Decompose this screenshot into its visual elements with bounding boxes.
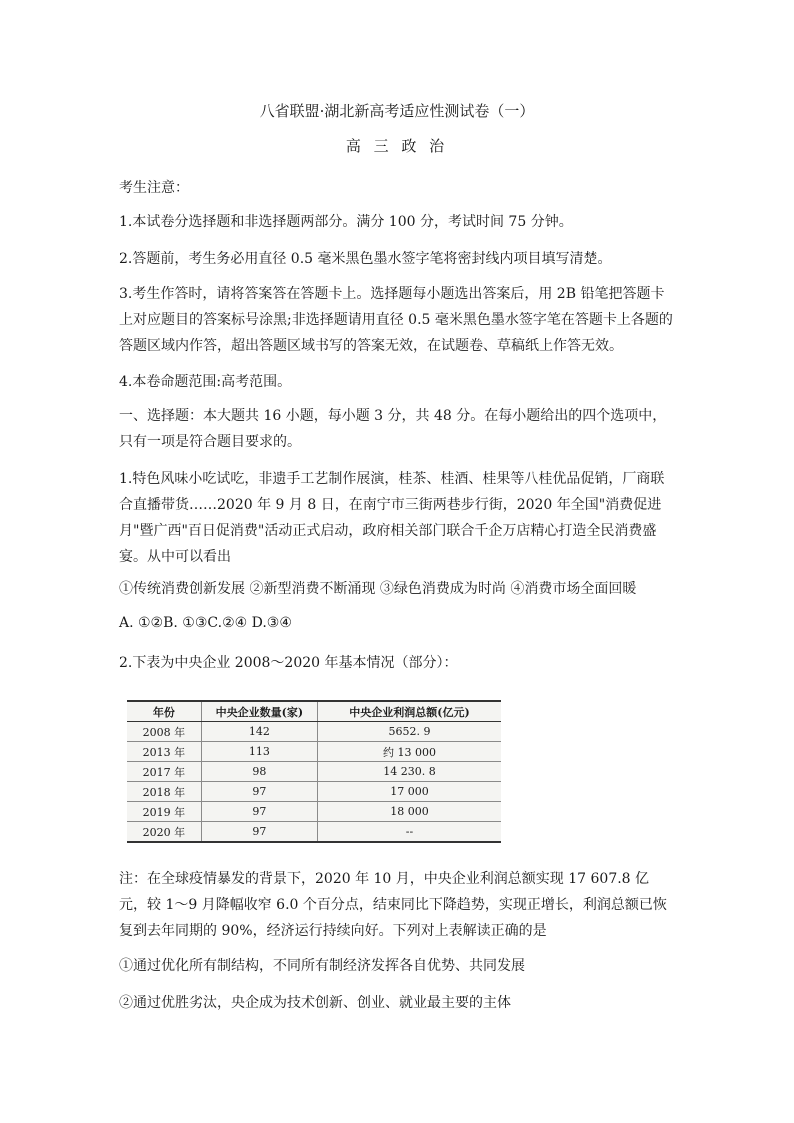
notice-item-3: 3.考生作答时，请将答案答在答题卡上。选择题每小题选出答案后，用 2B 铅笔把答题卡上对应题目的答案标号涂黑;非选择题请用直径 0.5 毫米黑色墨水签字笔在答题卡上各题的答题区域内作答，超出答题区域书写的答案无效，在试题卷、草稿纸上作答无效。: [119, 286, 673, 354]
table-row: [127, 802, 501, 822]
table-row: [127, 762, 501, 782]
question-1-statements: ①传统消费创新发展 ②新型消费不断涌现 ③绿色消费成为时尚 ④消费市场全面回暖: [119, 581, 637, 597]
table-cell: 18 000: [318, 802, 501, 822]
table-cell: 约 13 000: [318, 742, 501, 762]
notice-item-1: 1.本试卷分选择题和非选择题两部分。满分 100 分，考试时间 75 分钟。: [119, 214, 573, 230]
table-cell: 97: [201, 822, 317, 843]
table-row: [127, 782, 501, 802]
column-header-count: 中央企业数量(家): [201, 701, 317, 722]
table-cell: 142: [201, 722, 317, 742]
question-2-note: 注：在全球疫情暴发的背景下，2020 年 10 月，中央企业利润总额实现 17 607.8 亿元，较 1～9 月降幅收窄 6.0 个百分点，结束同比下降趋势，实现正增长，利润总额已恢复到去年同期的 90%，经济运行持续向好。下列对上表解读正确的是: [119, 871, 667, 939]
table-cell: 113: [201, 742, 317, 762]
question-1-options: A. ①②B. ①③C.②④ D.③④: [119, 615, 292, 631]
table-cell: 5652. 9: [318, 722, 501, 742]
column-header-year: 年份: [127, 701, 201, 722]
table-cell: 17 000: [318, 782, 501, 802]
table-row: [127, 742, 501, 762]
exam-title: 八省联盟·湖北新高考适应性测试卷（一）: [259, 102, 535, 120]
notice-item-2: 2.答题前，考生务必用直径 0.5 毫米黑色墨水签字笔将密封线内项目填写清楚。: [119, 251, 612, 267]
table-cell: 2008 年: [127, 722, 201, 742]
column-header-profit: 中央企业利润总额(亿元): [318, 701, 501, 722]
question-2-statement-2: ②通过优胜劣汰，央企成为技术创新、创业、就业最主要的主体: [119, 995, 511, 1011]
table-cell: 2020 年: [127, 822, 201, 843]
table-cell: 98: [201, 762, 317, 782]
question-1-stem: 1.特色风味小吃试吃，非遗手工艺制作展演，桂茶、桂酒、桂果等八桂优品促销，厂商联合直播带货……2020 年 9 月 8 日，在南宁市三街两巷步行街，2020 年全国"消费促进月"暨广西"百日促消费"活动正式启动，政府相关部门联合千企万店精心打造全民消费盛宴。从中可以看出: [119, 471, 665, 565]
table-cell: 2018 年: [127, 782, 201, 802]
notice-item-4: 4.本卷命题范围:高考范围。: [119, 374, 292, 390]
table-cell: 2017 年: [127, 762, 201, 782]
table-cell: 97: [201, 802, 317, 822]
exam-subject: 高 三 政 治: [345, 137, 449, 155]
table-cell: 14 230. 8: [318, 762, 501, 782]
table-cell: 2019 年: [127, 802, 201, 822]
table-cell: --: [318, 822, 501, 843]
table-cell: 97: [201, 782, 317, 802]
section-intro: 一、选择题：本大题共 16 小题，每小题 3 分，共 48 分。在每小题给出的四个选项中，只有一项是符合题目要求的。: [119, 408, 667, 450]
table-header-row: [127, 701, 501, 722]
table-row: [127, 722, 501, 742]
question-2-statement-1: ①通过优化所有制结构，不同所有制经济发挥各自优势、共同发展: [119, 958, 525, 974]
question-2-stem: 2.下表为中央企业 2008～2020 年基本情况（部分）：: [119, 655, 458, 671]
notice-heading: 考生注意：: [119, 180, 189, 196]
table-row: [127, 822, 501, 843]
central-enterprise-table: [127, 700, 501, 843]
table-cell: 2013 年: [127, 742, 201, 762]
